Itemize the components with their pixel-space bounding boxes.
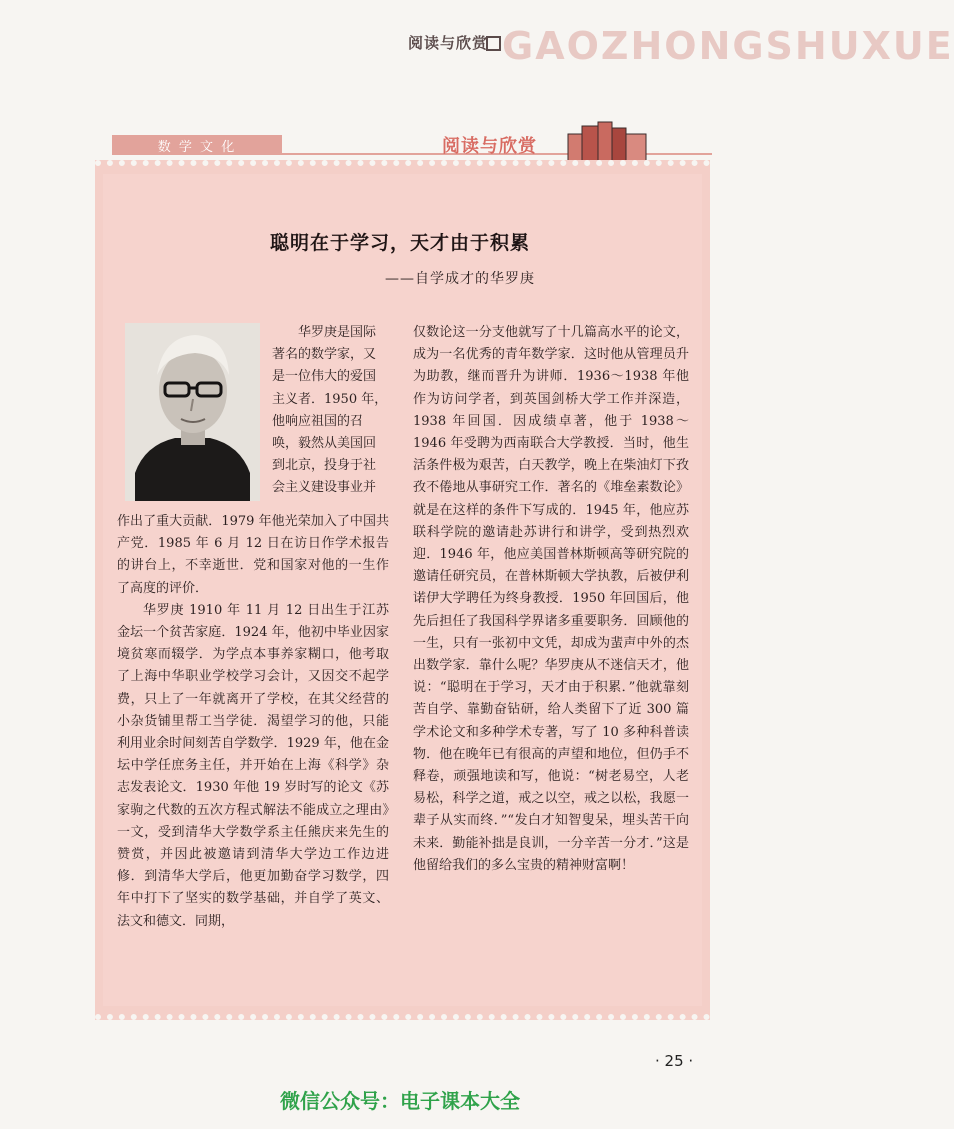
top-banner [390,18,954,76]
intro-paragraph-wrap [272,322,388,500]
intro-text-continued: 作出了重大贡献．1979 年他光荣加入了中国共产党．1985 年 6 月 12 日在访日作学术报告的讲台上，不幸逝世．党和国家对他的一生作了高度的评价． [117,514,389,596]
intro-text-wrap: 华罗庚是国际著名的数学家，又是一位伟大的爱国主义者．1950 年，他响应祖国的召唤，毅然从美国回到北京，投身于社会主义建设事业并 [272,325,388,496]
article-title: 聪明在于学习，天才由于积累 [269,232,530,254]
square-icon [486,36,501,51]
biography-paragraph: 华罗庚 1910 年 11 月 12 日出生于江苏金坛一个贫苦家庭．1924 年，他初中毕业因家境贫寒而辍学．为学点本事养家糊口，他考取了上海中华职业学校学习会计，又因交不起学费，只上了一年就离开了学校，在其父经营的小杂货铺里帮工当学徒．渴望学习的他，只能利用业余时间刻苦自学数学．1929 年，他在金坛中学任庶务主任，并开始在上海《科学》杂志发表论文．1930 年他 19 岁时写的论文《苏家驹之代数的五次方程式解法不能成立之理由》一文，受到清华大学数学系主任熊庆来先生的赞赏，并因此被邀请到清华大学边工作边进修．到清华大学后，他更加勤奋学习数学，四年中打下了坚实的数学基础，并自学了英文、法文和德文．同期， [117,602,389,929]
article-subtitle: ——自学成才的华罗庚 [385,271,535,287]
page-number: · 25 · [655,1052,694,1070]
biography-continued: 仅数论这一分支他就写了十几篇高水平的论文，成为一名优秀的青年数学家．这时他从管理员升为助教，继而晋升为讲师．1936～1938 年他作为访问学者，到英国剑桥大学工作并深造，1938 年回国．因成绩卓著，他于 1938～1946 年受聘为西南联合大学教授．当时，他生活条件极为艰苦，白天教学，晚上在柴油灯下孜孜不倦地从事研究工作．著名的《堆垒素数论》就是在这样的条件下写成的．1945 年，他应苏联科学院的邀请赴苏讲行和讲学，受到热烈欢迎．1946 年，他应美国普林斯顿高等研究院的邀请任研究员，在普林斯顿大学执教，后被伊利诺伊大学聘任为终身教授．1950 年回国后，他先后担任了我国科学界诸多重要职务．回顾他的一生，只有一张初中文凭，却成为蜚声中外的杰出数学家．靠什么呢？华罗庚从不迷信天才，他说：“聪明在于学习，天才由于积累．”他就靠刻苦自学、靠勤奋钻研，给人类留下了近 300 篇学术论文和多种学术专著，写了 10 多种科普读物．他在晚年已有很高的声望和地位，但仍手不释卷，顽强地读和写，他说：“树老易空，人老易松，科学之道，戒之以空，戒之以松，我愿一辈子从实而终．”“发白才知智叟呆，埋头苦干向未来．勤能补拙是良训，一分辛苦一分才．”这是他留给我们的多么宝贵的精神财富啊！ [413,325,689,873]
right-column [413,322,689,877]
section-label: 数 学 文 化 [112,135,282,155]
column-label: 阅读与欣赏 [442,136,537,157]
watermark-text: 微信公众号：电子课本大全 [280,1089,520,1113]
portrait-photo [125,323,260,501]
banner-word: GAOZHONGSHUXUE [502,24,954,68]
left-column [117,511,389,933]
banner-label: 阅读与欣赏 [408,34,489,52]
